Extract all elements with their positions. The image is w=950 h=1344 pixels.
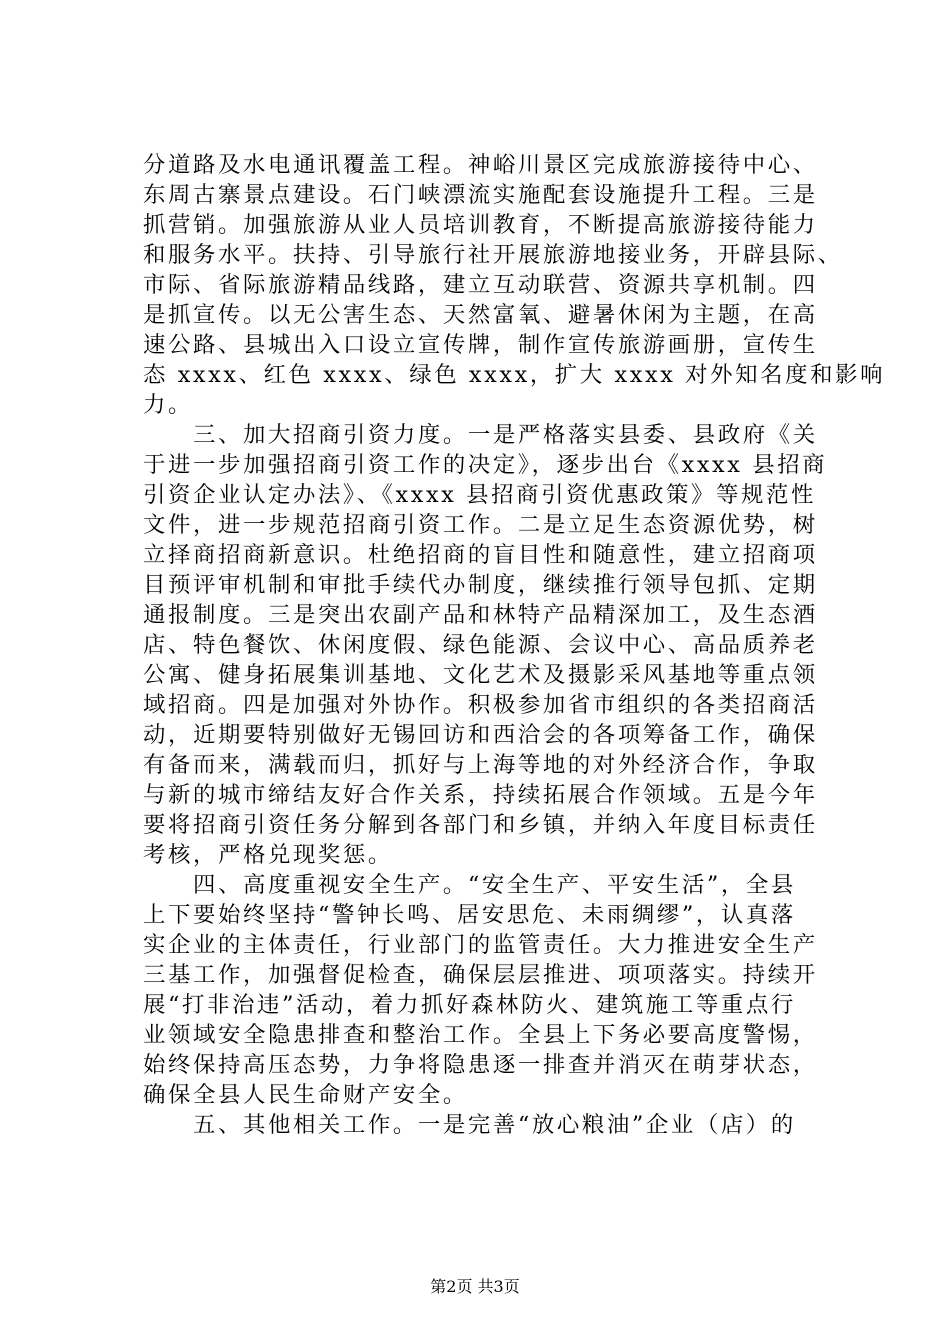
- text-line: 三、加大招商引资力度。一是严格落实县委、县政府《关: [143, 422, 818, 448]
- text-line: 目预评审机制和审批手续代办制度，继续推行领导包抓、定期: [143, 572, 818, 598]
- text-line: 于进一步加强招商引资工作的决定》，逐步出台《xxxx 县招商: [143, 452, 828, 478]
- text-line: 分道路及水电通讯覆盖工程。神峪川景区完成旅游接待中心、: [143, 152, 818, 178]
- text-line: 力。: [143, 392, 193, 418]
- text-line: 始终保持高压态势，力争将隐患逐一排查并消灭在萌芽状态，: [143, 1052, 818, 1078]
- text-line: 考核，严格兑现奖惩。: [143, 842, 393, 868]
- text-line: 业领域安全隐患排查和整治工作。全县上下务必要高度警惕，: [143, 1022, 818, 1048]
- text-line: 上下要始终坚持“警钟长鸣、居安思危、未雨绸缪”，认真落: [143, 902, 796, 928]
- page-footer: 第2页 共3页: [430, 1277, 520, 1296]
- text-line: 四、高度重视安全生产。“安全生产、平安生活”，全县: [143, 872, 796, 898]
- text-line: 和服务水平。扶持、引导旅行社开展旅游地接业务，开辟县际、: [143, 242, 843, 268]
- text-line: 东周古寨景点建设。石门峡漂流实施配套设施提升工程。三是: [143, 182, 818, 208]
- text-line: 文件，进一步规范招商引资工作。二是立足生态资源优势，树: [143, 512, 818, 538]
- text-line: 要将招商引资任务分解到各部门和乡镇，并纳入年度目标责任: [143, 812, 818, 838]
- text-line: 动，近期要特别做好无锡回访和西洽会的各项筹备工作，确保: [143, 722, 818, 748]
- text-line: 引资企业认定办法》、《xxxx 县招商引资优惠政策》等规范性: [143, 482, 816, 508]
- text-line: 实企业的主体责任，行业部门的监管责任。大力推进安全生产: [143, 932, 818, 958]
- text-line: 立择商招商新意识。杜绝招商的盲目性和随意性，建立招商项: [143, 542, 818, 568]
- text-line: 速公路、县城出入口设立宣传牌，制作宣传旅游画册，宣传生: [143, 332, 818, 358]
- text-line: 三基工作，加强督促检查，确保层层推进、项项落实。持续开: [143, 962, 818, 988]
- document-body: [143, 150, 886, 1140]
- text-line: 五、其他相关工作。一是完善“放心粮油”企业（店）的: [143, 1112, 796, 1138]
- text-line: 店、特色餐饮、休闲度假、绿色能源、会议中心、高品质养老: [143, 632, 818, 658]
- text-line: 展“打非治违”活动，着力抓好森林防火、建筑施工等重点行: [143, 992, 796, 1018]
- text-line: 公寓、健身拓展集训基地、文化艺术及摄影采风基地等重点领: [143, 662, 818, 688]
- text-line: 市际、省际旅游精品线路，建立互动联营、资源共享机制。四: [143, 272, 818, 298]
- text-line: 有备而来，满载而归，抓好与上海等地的对外经济合作，争取: [143, 752, 818, 778]
- text-line: 域招商。四是加强对外协作。积极参加省市组织的各类招商活: [143, 692, 818, 718]
- text-line: 抓营销。加强旅游从业人员培训教育，不断提高旅游接待能力: [143, 212, 818, 238]
- text-line: 态 xxxx、红色 xxxx、绿色 xxxx，扩大 xxxx 对外知名度和影响: [143, 362, 886, 388]
- text-line: 与新的城市缔结友好合作关系，持续拓展合作领域。五是今年: [143, 782, 818, 808]
- text-line: 是抓宣传。以无公害生态、天然富氧、避暑休闲为主题，在高: [143, 302, 818, 328]
- text-line: 通报制度。三是突出农副产品和林特产品精深加工，及生态酒: [143, 602, 818, 628]
- text-line: 确保全县人民生命财产安全。: [143, 1082, 468, 1108]
